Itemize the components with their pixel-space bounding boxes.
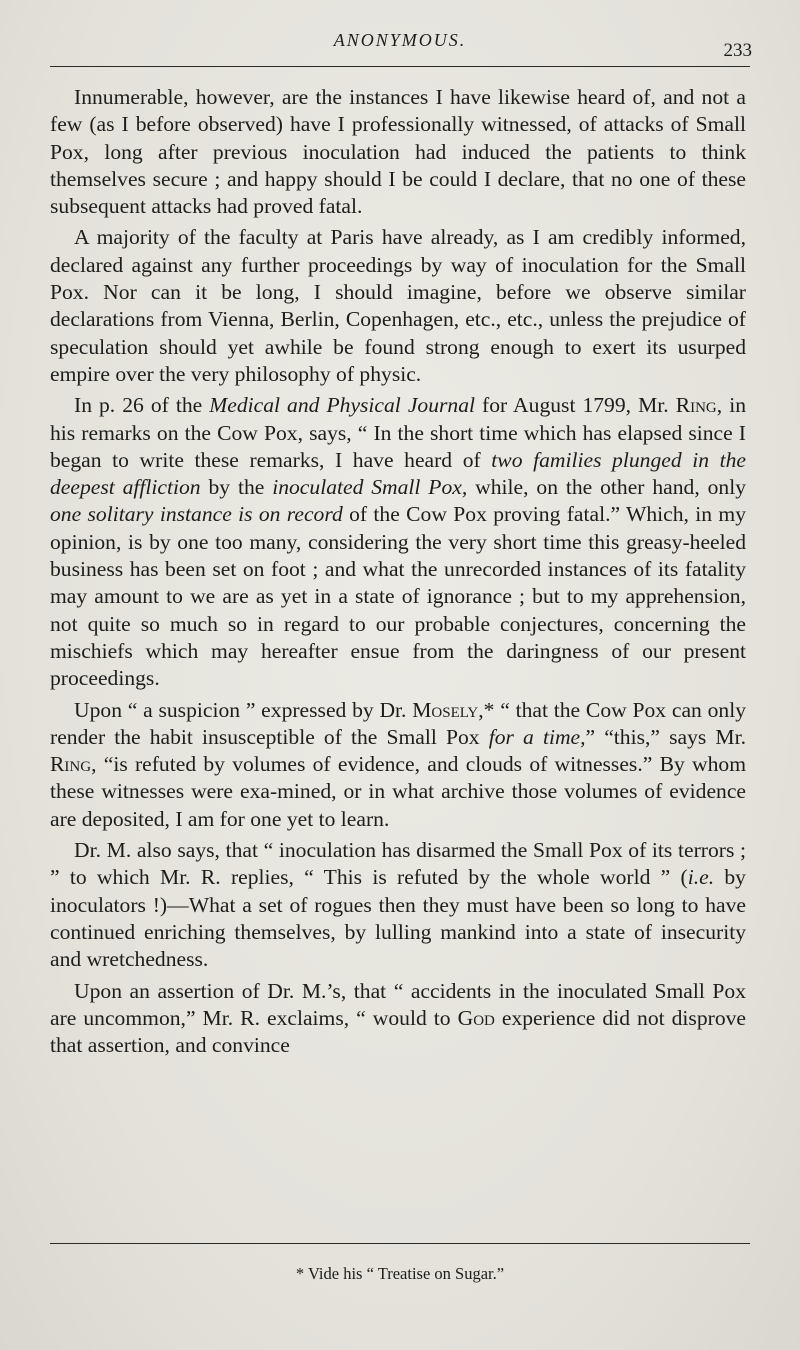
page-header bbox=[52, 30, 752, 62]
footnote-rule bbox=[50, 1243, 750, 1244]
text-segment: for August 1799, Mr. bbox=[475, 393, 676, 418]
text-segment: for a time, bbox=[488, 724, 586, 749]
text-segment: Ring bbox=[675, 393, 717, 418]
text-segment: Medical and Physical Journal bbox=[209, 393, 476, 418]
header-rule bbox=[50, 66, 750, 67]
page-number: 233 bbox=[723, 40, 752, 61]
text-segment: Ring bbox=[50, 752, 92, 777]
paragraph-6 bbox=[50, 978, 746, 1060]
text-segment: , in his remarks on the Cow Pox, says, “ In the short time which has elapsed since I began to write these remarks, I have heard of bbox=[50, 393, 746, 472]
text-segment: inoculated Small Pox, bbox=[272, 475, 468, 500]
paragraph-2 bbox=[50, 224, 746, 388]
text-segment: ,* “ that the Cow Pox can only render the habit insusceptible of the Small Pox bbox=[50, 697, 746, 749]
text-segment: by inoculators !)—What a set of rogues then they must have been so long to have continued enriching themselves, by lulling mankind into a state of insecurity and wretchedness. bbox=[50, 865, 746, 972]
text-segment: God bbox=[457, 1005, 495, 1030]
text-segment: In p. 26 of the bbox=[74, 393, 210, 418]
footnote: * Vide his “ Treatise on Sugar.” bbox=[295, 1264, 505, 1283]
paragraph-5 bbox=[50, 837, 746, 973]
text-segment: Mosely bbox=[412, 697, 479, 722]
text-segment: of the Cow Pox proving fatal.” Which, in my opinion, is by one too many, considering the very short time this greasy-heeled business has been set on foot ; and what the unrecorded instances of its fatality may amount to we are as yet in a state of ignorance ; but to my apprehension, not quite so much so in regard to our probable conjectures, concerning the mischiefs which may hereafter ensue from the daringness of our present proceedings. bbox=[50, 502, 747, 691]
text-segment: A majority of the faculty at Paris have already, as I am credibly informed, declared against any further proceedings by way of inoculation for the Small Pox. Nor can it be long, I should imagine, before we observe similar declarations from Vienna, Berlin, Copenhagen, etc., etc., unless the prejudice of speculation should yet awhile be found strong enough to exert its usurped empire over the very philosophy of physic. bbox=[50, 225, 746, 386]
text-segment: , “is refuted by volumes of evidence, and clouds of witnesses.” By whom these witnesses were exa-mined, or in what archive those volumes of evidence are deposited, I am for one yet to learn. bbox=[50, 752, 746, 831]
running-head: ANONYMOUS. bbox=[333, 30, 467, 50]
text-segment: by the bbox=[200, 475, 273, 500]
text-segment: two families plunged in the deepest affliction bbox=[50, 447, 746, 500]
text-segment: Innumerable, however, are the instances I have likewise heard of, and not a few (as I before observed) have I professionally witnessed, of attacks of Small Pox, long after previous inoculation had induced the patients to think themselves secure ; and happy should I be could I declare, that no one of these subsequent attacks had proved fatal. bbox=[50, 85, 746, 219]
paragraph-3 bbox=[50, 392, 746, 692]
paragraph-1 bbox=[50, 84, 746, 220]
text-segment: Upon an assertion of Dr. M.’s, that “ accidents in the inoculated Small Pox are uncommon,” Mr. R. exclaims, “ would to bbox=[50, 978, 746, 1030]
text-segment: one solitary instance is on record bbox=[50, 502, 343, 527]
body-text bbox=[50, 84, 746, 1063]
text-segment: i.e. bbox=[687, 865, 715, 890]
text-segment: Upon “ a suspicion ” expressed by Dr. bbox=[74, 697, 413, 722]
text-segment: ” “this,” says Mr. bbox=[585, 724, 747, 749]
text-segment: Dr. M. also says, that “ inoculation has disarmed the Small Pox of its terrors ; ” to which Mr. R. replies, “ This is refuted by the whole world ” ( bbox=[50, 838, 746, 890]
paragraph-4 bbox=[50, 697, 746, 833]
text-segment: while, on the other hand, only bbox=[467, 475, 747, 500]
text-segment: experience did not disprove that assertion, and convince bbox=[50, 1005, 746, 1058]
